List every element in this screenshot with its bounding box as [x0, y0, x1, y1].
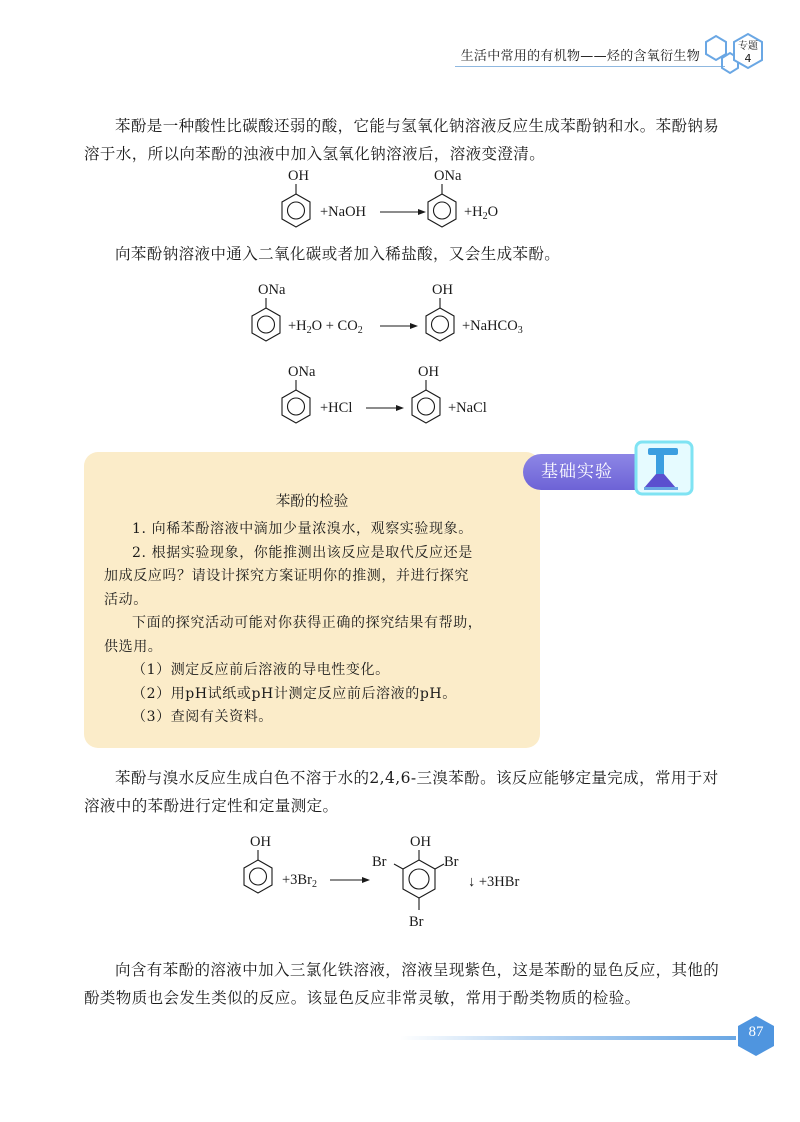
eq4-br-bottom: Br	[409, 914, 424, 930]
eq3-ona-label: ONa	[288, 364, 316, 380]
experiment-line: 加成反应吗？请设计探究方案证明你的推测，并进行探究	[104, 568, 469, 584]
eq1-ona-label: ONa	[434, 168, 462, 184]
experiment-line: 1. 向稀苯酚溶液中滴加少量浓溴水，观察实验现象。	[132, 521, 473, 537]
eq3-product: +NaCl	[448, 400, 487, 416]
basic-experiment-tag: 基础实验	[523, 454, 643, 490]
benzene-ring-icon	[428, 194, 456, 227]
experiment-line: 2. 根据实验现象，你能推测出该反应是取代反应还是	[132, 544, 473, 561]
experiment-line: 供选用。	[104, 638, 163, 655]
equation-co2	[240, 282, 560, 354]
eq2-product: +NaHCO$_3$	[462, 318, 523, 336]
eq1-reagent: +NaOH	[320, 204, 367, 220]
benzene-ring-icon	[282, 194, 310, 227]
experiment-line: （3）查阅有关资料。	[132, 709, 273, 725]
equation-bromination	[232, 834, 552, 938]
topic-badge-label: 专题	[738, 41, 758, 52]
benzene-ring-icon	[403, 860, 435, 898]
benzene-ring-icon	[282, 390, 310, 423]
eq4-br-right: Br	[444, 854, 459, 870]
experiment-line: 活动。	[104, 591, 148, 608]
running-title: 生活中常用的有机物——烃的含氧衍生物	[460, 49, 700, 64]
eq4-reagent: $+3Br_2$	[282, 872, 317, 890]
experiment-line: （2）用pH试纸或pH计测定反应前后溶液的pH。	[132, 685, 457, 702]
paragraph-tribromophenol: 苯酚与溴水反应生成白色不溶于水的2,4,6-三溴苯酚。该反应能够定量完成，常用于对溶液中的苯酚进行定性和定量测定。	[84, 769, 719, 815]
eq2-oh-label: OH	[432, 282, 453, 298]
eq4-product: ↓ +3HBr	[468, 874, 520, 890]
benzene-ring-icon	[252, 308, 280, 341]
benzene-ring-icon	[412, 390, 440, 423]
equation-hcl	[270, 364, 530, 436]
footer-bar	[400, 1036, 736, 1040]
paragraph-color-reaction: 向含有苯酚的溶液中加入三氯化铁溶液，溶液呈现紫色，这是苯酚的显色反应，其他的酚类物质也会发生类似的反应。该显色反应非常灵敏，常用于酚类物质的检验。	[84, 961, 720, 1007]
paragraph-regenerate-phenol: 向苯酚钠溶液中通入二氧化碳或者加入稀盐酸，又会生成苯酚。	[115, 245, 561, 263]
experiment-line: （1）测定反应前后溶液的导电性变化。	[132, 662, 390, 678]
eq2-ona-label: ONa	[258, 282, 286, 298]
benzene-ring-icon	[426, 308, 454, 341]
eq4-oh-label: OH	[250, 834, 271, 850]
benzene-ring-icon	[244, 860, 272, 893]
eq3-reagent: +HCl	[320, 400, 353, 416]
topic-badge	[694, 30, 778, 76]
eq4-br-left: Br	[372, 854, 387, 870]
eq1-oh-label: OH	[288, 168, 309, 184]
header-rule	[455, 66, 725, 67]
eq3-oh-label: OH	[418, 364, 439, 380]
eq1-product: $+H_2O$	[464, 204, 499, 222]
topic-badge-number: 4	[744, 52, 752, 65]
paragraph-phenol-acidity: 苯酚是一种酸性比碳酸还弱的酸，它能与氢氧化钠溶液反应生成苯酚钠和水。苯酚钠易溶于水，所以向苯酚的浊液中加入氢氧化钠溶液后，溶液变澄清。	[84, 117, 720, 163]
eq2-reagents: $+H_2O + CO_2$	[288, 318, 363, 336]
experiment-line: 下面的探究活动可能对你获得正确的探究结果有帮助，	[132, 615, 483, 631]
equation-phenol-naoh	[270, 168, 530, 240]
eq4-oh-label: OH	[410, 834, 431, 850]
page-number: 87	[748, 1024, 764, 1040]
experiment-title: 苯酚的检验	[275, 494, 349, 510]
flask-icon	[634, 440, 694, 496]
experiment-panel	[84, 452, 540, 748]
